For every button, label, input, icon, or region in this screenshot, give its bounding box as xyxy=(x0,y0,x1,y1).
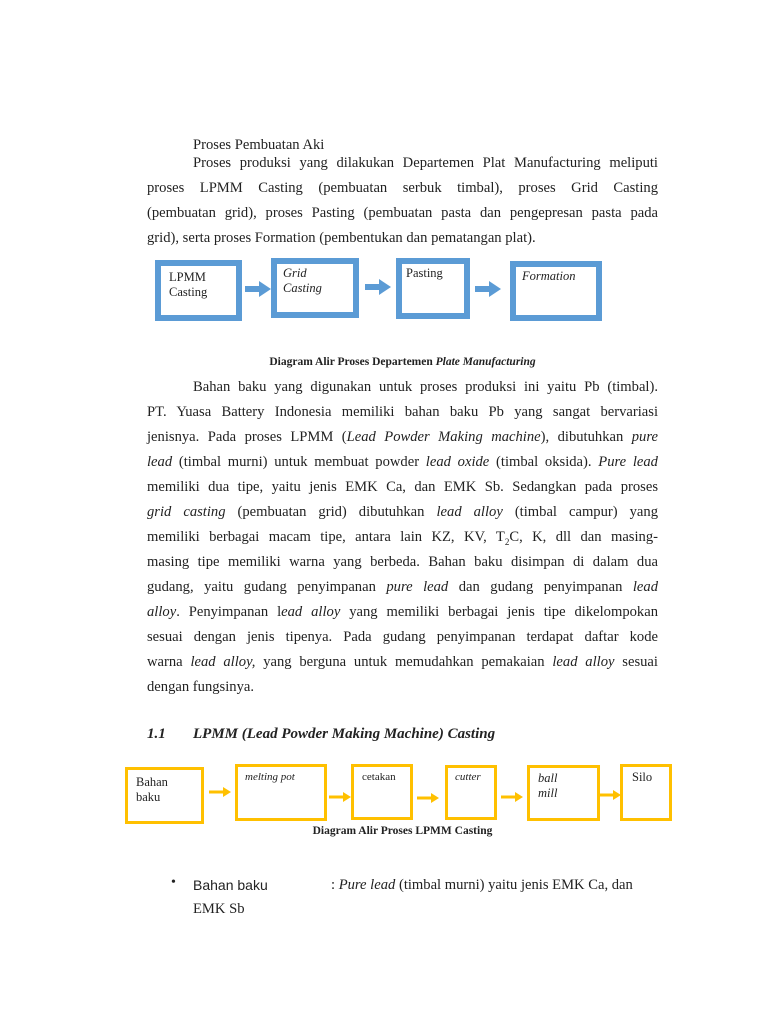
flow-arrow-icon xyxy=(598,789,622,801)
flow-box-formation: Formation xyxy=(510,261,602,321)
flow-arrow-icon xyxy=(416,792,440,804)
flow-box-silo: Silo xyxy=(620,764,672,821)
flow-box-grid-casting: Grid Casting xyxy=(271,258,359,318)
flow-box-lpmm-casting: LPMM Casting xyxy=(155,260,242,321)
diagram-caption-plate-manufacturing: Diagram Alir Proses Departemen Plate Manufacturing xyxy=(269,356,536,368)
section-heading: 1.1 LPMM (Lead Powder Making Machine) Casting xyxy=(147,726,496,742)
flow-box-cetakan: cetakan xyxy=(351,764,413,820)
document-page: Proses Pembuatan Aki Proses produksi yang dilakukan Departemen Plat Manufacturing meliputi proses LPMM Casting (pembuatan serbuk timbal), proses Grid Casting (pembuatan grid), proses Pasting (pembuatan pasta dan pengepresan pasta pada grid), serta proses Formation (pembentukan dan pematangan plat). LPMM Casting Grid Casting Pasting Formation Diagram Alir Proses Departemen Plate Manufacturing Bahan baku yang digunakan untuk proses produksi ini yaitu Pb (timbal). PT. Yuasa Battery Indonesia memiliki bahan baku Pb yang sangat bervariasi jenisnya. Pada proses LPMM (Lead Powder Making machine), dibutuhkan pure lead (timbal murni) untuk membuat powder lead oxide (timbal oksida). Pure lead memiliki dua tipe, yaitu jenis EMK Ca, dan EMK Sb. Sedangkan pada proses grid casting (pembuatan grid) dibutuhkan lead alloy (timbal campur) yang memiliki berbagai macam tipe, antara lain KZ, KV, $T_2C$, K, dll dan masing- masing tipe memiliki warna yang berbeda. Bahan baku disimpan di dalam dua gudang, yaitu gudang penyimpanan pure lead dan gudang penyimpanan lead alloy. Penyimpanan lead alloy yang memiliki berbagai jenis tipe dikelompokan sesuai dengan jenis tipenya. Pada gudang penyimpanan terdapat daftar kode warna lead alloy, yang berguna untuk memudahkan pemakaian lead alloy sesuai dengan fungsinya. 1.1 LPMM (Lead Powder Making Machine) Casting Bahan baku melting pot cetakan cutter ball mill Silo Diagram Alir Proses LPMM Casting • Bahan baku : Pure lead (timbal murni) yaitu jenis EMK Ca, dan EMK Sb xyxy=(0,0,768,1024)
flow-arrow-icon xyxy=(244,280,272,298)
flow-arrow-icon xyxy=(208,786,232,798)
bullet-icon: • xyxy=(171,875,176,890)
flow-arrow-icon xyxy=(474,280,502,298)
flow-box-cutter: cutter xyxy=(445,765,497,820)
diagram-caption-lpmm-casting: Diagram Alir Proses LPMM Casting xyxy=(312,825,493,837)
flow-box-pasting: Pasting xyxy=(396,258,470,319)
flow-arrow-icon xyxy=(500,791,524,803)
flow-box-bahan-baku: Bahan baku xyxy=(125,767,204,824)
flow-box-melting-pot: melting pot xyxy=(235,764,327,821)
flow-box-ball-mill: ball mill xyxy=(527,765,600,821)
flow-arrow-icon xyxy=(328,791,352,803)
flow-arrow-icon xyxy=(364,278,392,296)
document-title: Proses Pembuatan Aki xyxy=(193,137,325,153)
